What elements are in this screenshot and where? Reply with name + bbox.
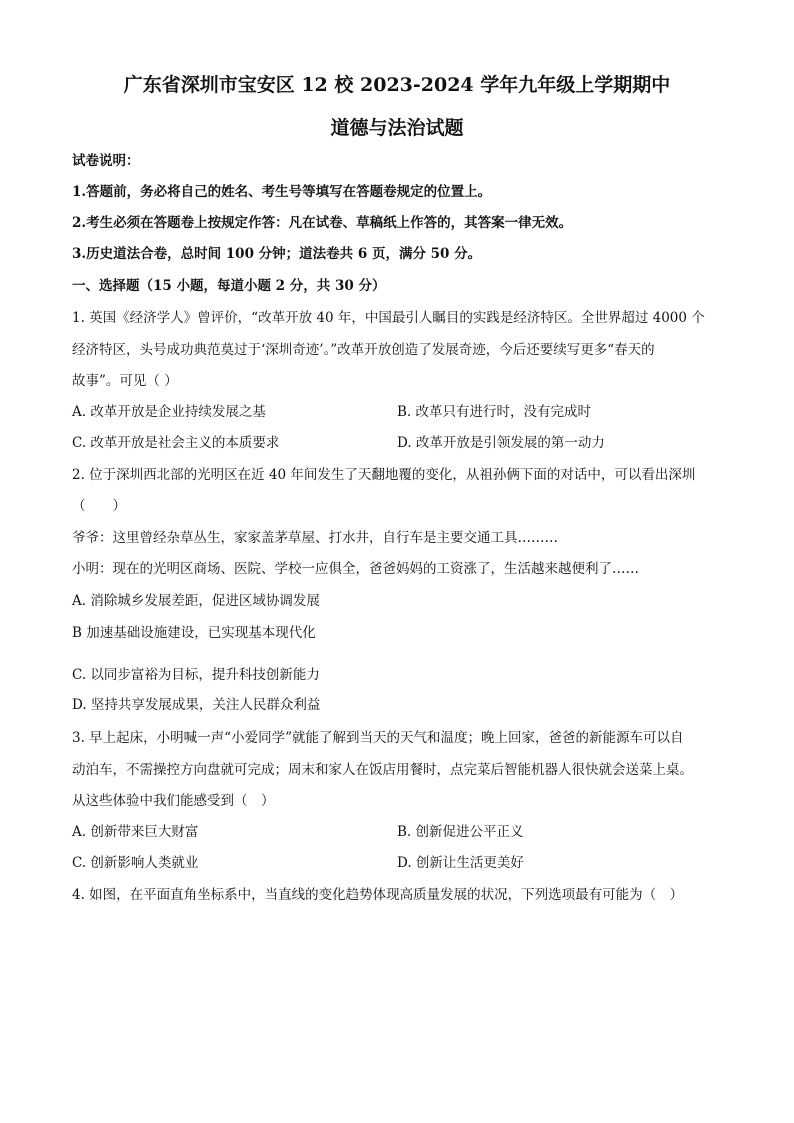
question-3-text: 从这些体验中我们能感受到（ ） (72, 793, 275, 809)
question-1-option-a: A. 改革开放是企业持续发展之基 (72, 404, 266, 420)
question-3-text: 动泊车，不需操控方向盘就可完成；周末和家人在饭店用餐时，点完菜后智能机器人很快就会送菜上桌。 (72, 762, 693, 778)
question-3-text: 3. 早上起床，小明喊一声“小爱同学”就能了解到当天的天气和温度；晚上回家，爸爸的新能源车可以自 (72, 730, 684, 746)
exam-title: 广东省深圳市宝安区 12 校 2023-2024 学年九年级上学期期中 (123, 74, 671, 96)
question-2-option-a: A. 消除城乡发展差距，促进区域协调发展 (72, 593, 320, 609)
question-2-option-b: B 加速基础设施建设，已实现基本现代化 (72, 625, 316, 641)
question-3-option-a: A. 创新带来巨大财富 (72, 824, 199, 840)
question-1-option-d: D. 改革开放是引领发展的第一动力 (397, 435, 605, 451)
section-heading: 一、选择题（15 小题，每道小题 2 分，共 30 分） (72, 278, 386, 294)
question-1-text: 故事”。可见（ ） (72, 373, 178, 389)
instruction-item: 3.历史道法合卷，总时间 100 分钟；道法卷共 6 页，满分 50 分。 (72, 246, 482, 262)
question-4-text: 4. 如图，在平面直角坐标系中，当直线的变化趋势体现高质量发展的状况，下列选项最有可能为（ ） (72, 887, 684, 903)
question-1-option-c: C. 改革开放是社会主义的本质要求 (72, 435, 280, 451)
question-1-option-b: B. 改革只有进行时，没有完成时 (397, 404, 592, 420)
question-2-dialogue: 小明：现在的光明区商场、医院、学校一应俱全，爸爸妈妈的工资涨了，生活越来越便利了…… (72, 561, 639, 577)
instructions-heading: 试卷说明： (72, 153, 140, 169)
question-3-option-b: B. 创新促进公平正义 (397, 824, 524, 840)
question-3-option-c: C. 创新影响人类就业 (72, 855, 199, 871)
instruction-item: 1.答题前，务必将自己的姓名、考生号等填写在答题卷规定的位置上。 (72, 184, 492, 200)
question-2-text: 2. 位于深圳西北部的光明区在近 40 年间发生了天翻地覆的变化，从祖孙俩下面的对话中，可以看出深圳 (72, 467, 696, 483)
question-3-option-d: D. 创新让生活更美好 (397, 855, 524, 871)
question-1-text: 经济特区，头号成功典范莫过于‘深圳奇迹’。”改革开放创造了发展奇迹，今后还要续写更多“春天的 (72, 342, 655, 358)
question-2-text: （ ） (72, 498, 126, 514)
question-1-text: 1. 英国《经济学人》曾评价，“改革开放 40 年，中国最引人瞩目的实践是经济特区。全世界超过 4000 个 (72, 310, 705, 326)
question-2-dialogue: 爷爷：这里曾经杂草丛生，家家盖茅草屋、打水井，自行车是主要交通工具……… (72, 530, 558, 546)
question-2-option-c: C. 以同步富裕为目标，提升科技创新能力 (72, 667, 320, 683)
instruction-item: 2.考生必须在答题卷上按规定作答：凡在试卷、草稿纸上作答的，其答案一律无效。 (72, 215, 573, 231)
exam-subject-title: 道德与法治试题 (330, 117, 464, 139)
question-2-option-d: D. 坚持共享发展成果，关注人民群众利益 (72, 697, 321, 713)
